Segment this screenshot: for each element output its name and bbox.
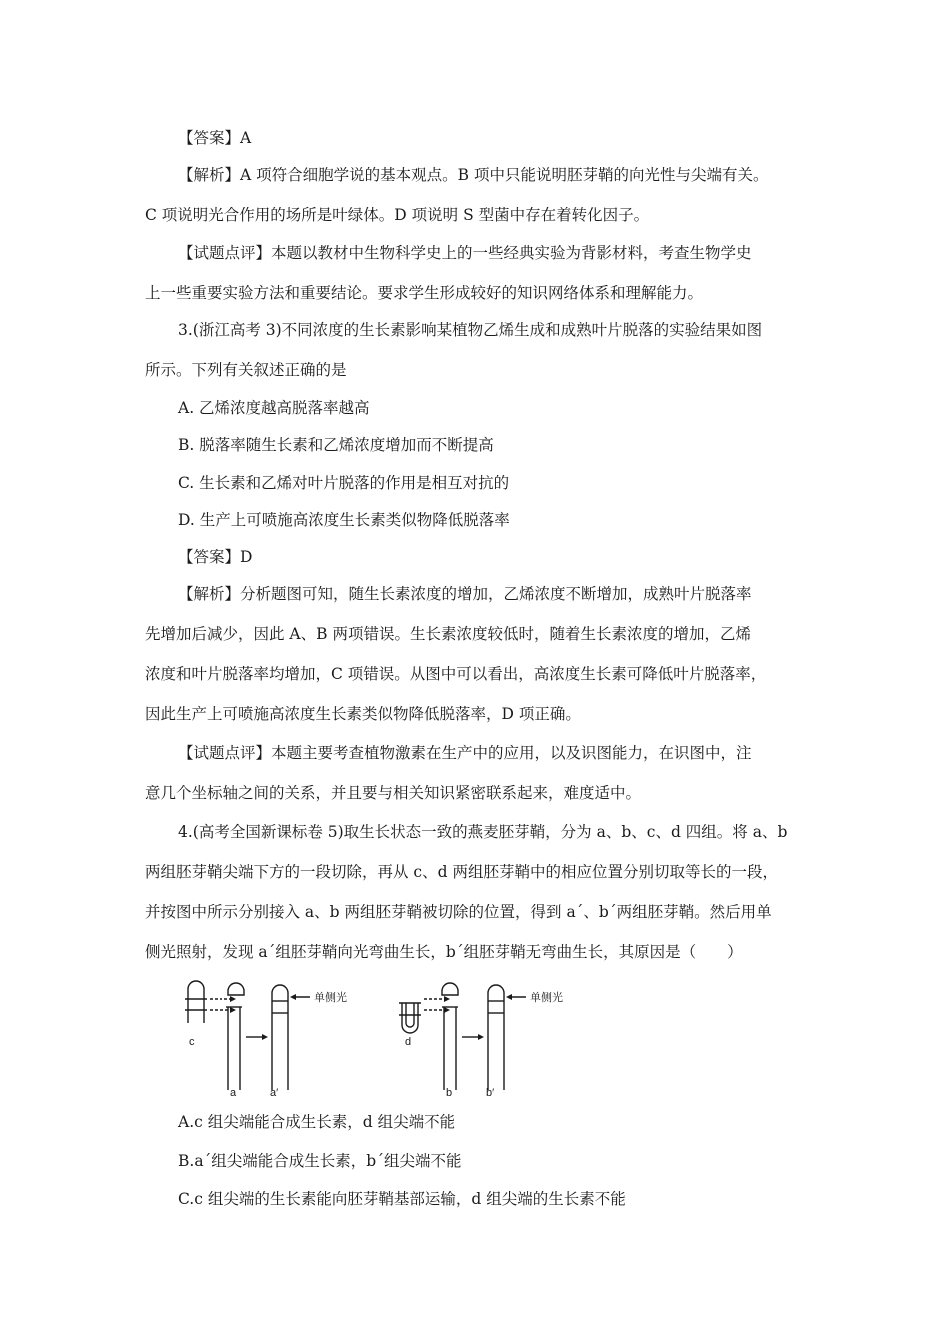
analysis-line: 【解析】分析题图可知，随生长素浓度的增加，乙烯浓度不断增加，成熟叶片脱落率 bbox=[178, 585, 752, 603]
coleoptile-c bbox=[188, 981, 204, 1023]
label-a-prime: a′ bbox=[270, 1087, 279, 1097]
option-line: C.c 组尖端的生长素能向胚芽鞘基部运输，d 组尖端的生长素不能 bbox=[178, 1190, 626, 1208]
comment-line: 【试题点评】本题以教材中生物科学史上的一些经典实验为背影材料，考查生物学史 bbox=[178, 244, 752, 262]
analysis-line: 因此生产上可喷施高浓度生长素类似物降低脱落率，D 项正确。 bbox=[145, 705, 581, 723]
analysis-line: 【解析】A 项符合细胞学说的基本观点。B 项中只能说明胚芽鞘的向光性与尖端有关。 bbox=[178, 166, 769, 184]
label-d: d bbox=[405, 1036, 412, 1048]
comment-line: 意几个坐标轴之间的关系，并且要与相关知识紧密联系起来，难度适中。 bbox=[145, 784, 642, 802]
label-a: a bbox=[230, 1087, 237, 1097]
question-4-line: 侧光照射，发现 a´组胚芽鞘向光弯曲生长，b´组胚芽鞘无弯曲生长，其原因是（ ） bbox=[145, 943, 743, 961]
question-4-line: 两组胚芽鞘尖端下方的一段切除，再从 c、d 两组胚芽鞘中的相应位置分别切取等长的一段， bbox=[145, 863, 778, 881]
question-3-line: 3.(浙江高考 3)不同浓度的生长素影响某植物乙烯生成和成熟叶片脱落的实验结果如图 bbox=[178, 321, 763, 339]
coleoptile-diagram bbox=[180, 975, 600, 1097]
group-c bbox=[185, 981, 207, 1048]
coleoptile-figure bbox=[180, 975, 600, 1097]
coleoptile-a bbox=[228, 1007, 240, 1090]
comment-line: 上一些重要实验方法和重要结论。要求学生形成较好的知识网络体系和理解能力。 bbox=[145, 284, 704, 302]
coleoptile-d bbox=[402, 1003, 418, 1033]
arrowhead bbox=[290, 994, 296, 1000]
answer-label-2: 【答案】D bbox=[178, 548, 253, 566]
analysis-line: 先增加后减少，因此 A、B 两项错误。生长素浓度较低时，随着生长素浓度的增加，乙烯 bbox=[145, 625, 751, 643]
option-line: A.c 组尖端能合成生长素，d 组尖端不能 bbox=[178, 1113, 456, 1131]
option-line: B. 脱落率随生长素和乙烯浓度增加而不断提高 bbox=[178, 436, 494, 454]
tip-a bbox=[228, 983, 244, 995]
option-line: B.a´组尖端能合成生长素，b´组尖端不能 bbox=[178, 1152, 462, 1170]
coleoptile-b bbox=[444, 1007, 456, 1090]
arrowhead bbox=[262, 1034, 268, 1040]
option-line: D. 生产上可喷施高浓度生长素类似物降低脱落率 bbox=[178, 511, 510, 529]
analysis-line: C 项说明光合作用的场所是叶绿体。D 项说明 S 型菌中存在着转化因子。 bbox=[145, 206, 650, 224]
arrowhead bbox=[230, 996, 236, 1002]
arrowhead bbox=[506, 994, 512, 1000]
arrowhead bbox=[444, 1007, 450, 1013]
analysis-line: 浓度和叶片脱落率均增加，C 项错误。从图中可以看出，高浓度生长素可降低叶片脱落率， bbox=[145, 665, 767, 683]
question-4-line: 4.(高考全国新课标卷 5)取生长状态一致的燕麦胚芽鞘，分为 a、b、c、d 四组。将 a、b bbox=[178, 823, 788, 841]
answer-label-1: 【答案】A bbox=[178, 129, 252, 147]
label-b-prime: b′ bbox=[486, 1087, 495, 1097]
comment-line: 【试题点评】本题主要考查植物激素在生产中的应用，以及识图能力，在识图中，注 bbox=[178, 744, 752, 762]
option-line: C. 生长素和乙烯对叶片脱落的作用是相互对抗的 bbox=[178, 474, 510, 492]
arrowhead bbox=[230, 1007, 236, 1013]
arrowhead bbox=[444, 996, 450, 1002]
label-c: c bbox=[189, 1036, 195, 1048]
label-b: b bbox=[446, 1087, 453, 1097]
group-d bbox=[399, 1003, 421, 1048]
tip-b bbox=[442, 983, 458, 995]
arrowhead bbox=[478, 1034, 484, 1040]
light-label: 单侧光 bbox=[314, 991, 347, 1004]
question-4-line: 并按图中所示分别接入 a、b 两组胚芽鞘被切除的位置，得到 a´、b´两组胚芽鞘。然后用单 bbox=[145, 903, 772, 921]
option-line: A. 乙烯浓度越高脱落率越高 bbox=[178, 399, 370, 417]
light-label: 单侧光 bbox=[530, 991, 563, 1004]
question-3-line: 所示。下列有关叙述正确的是 bbox=[145, 361, 347, 379]
